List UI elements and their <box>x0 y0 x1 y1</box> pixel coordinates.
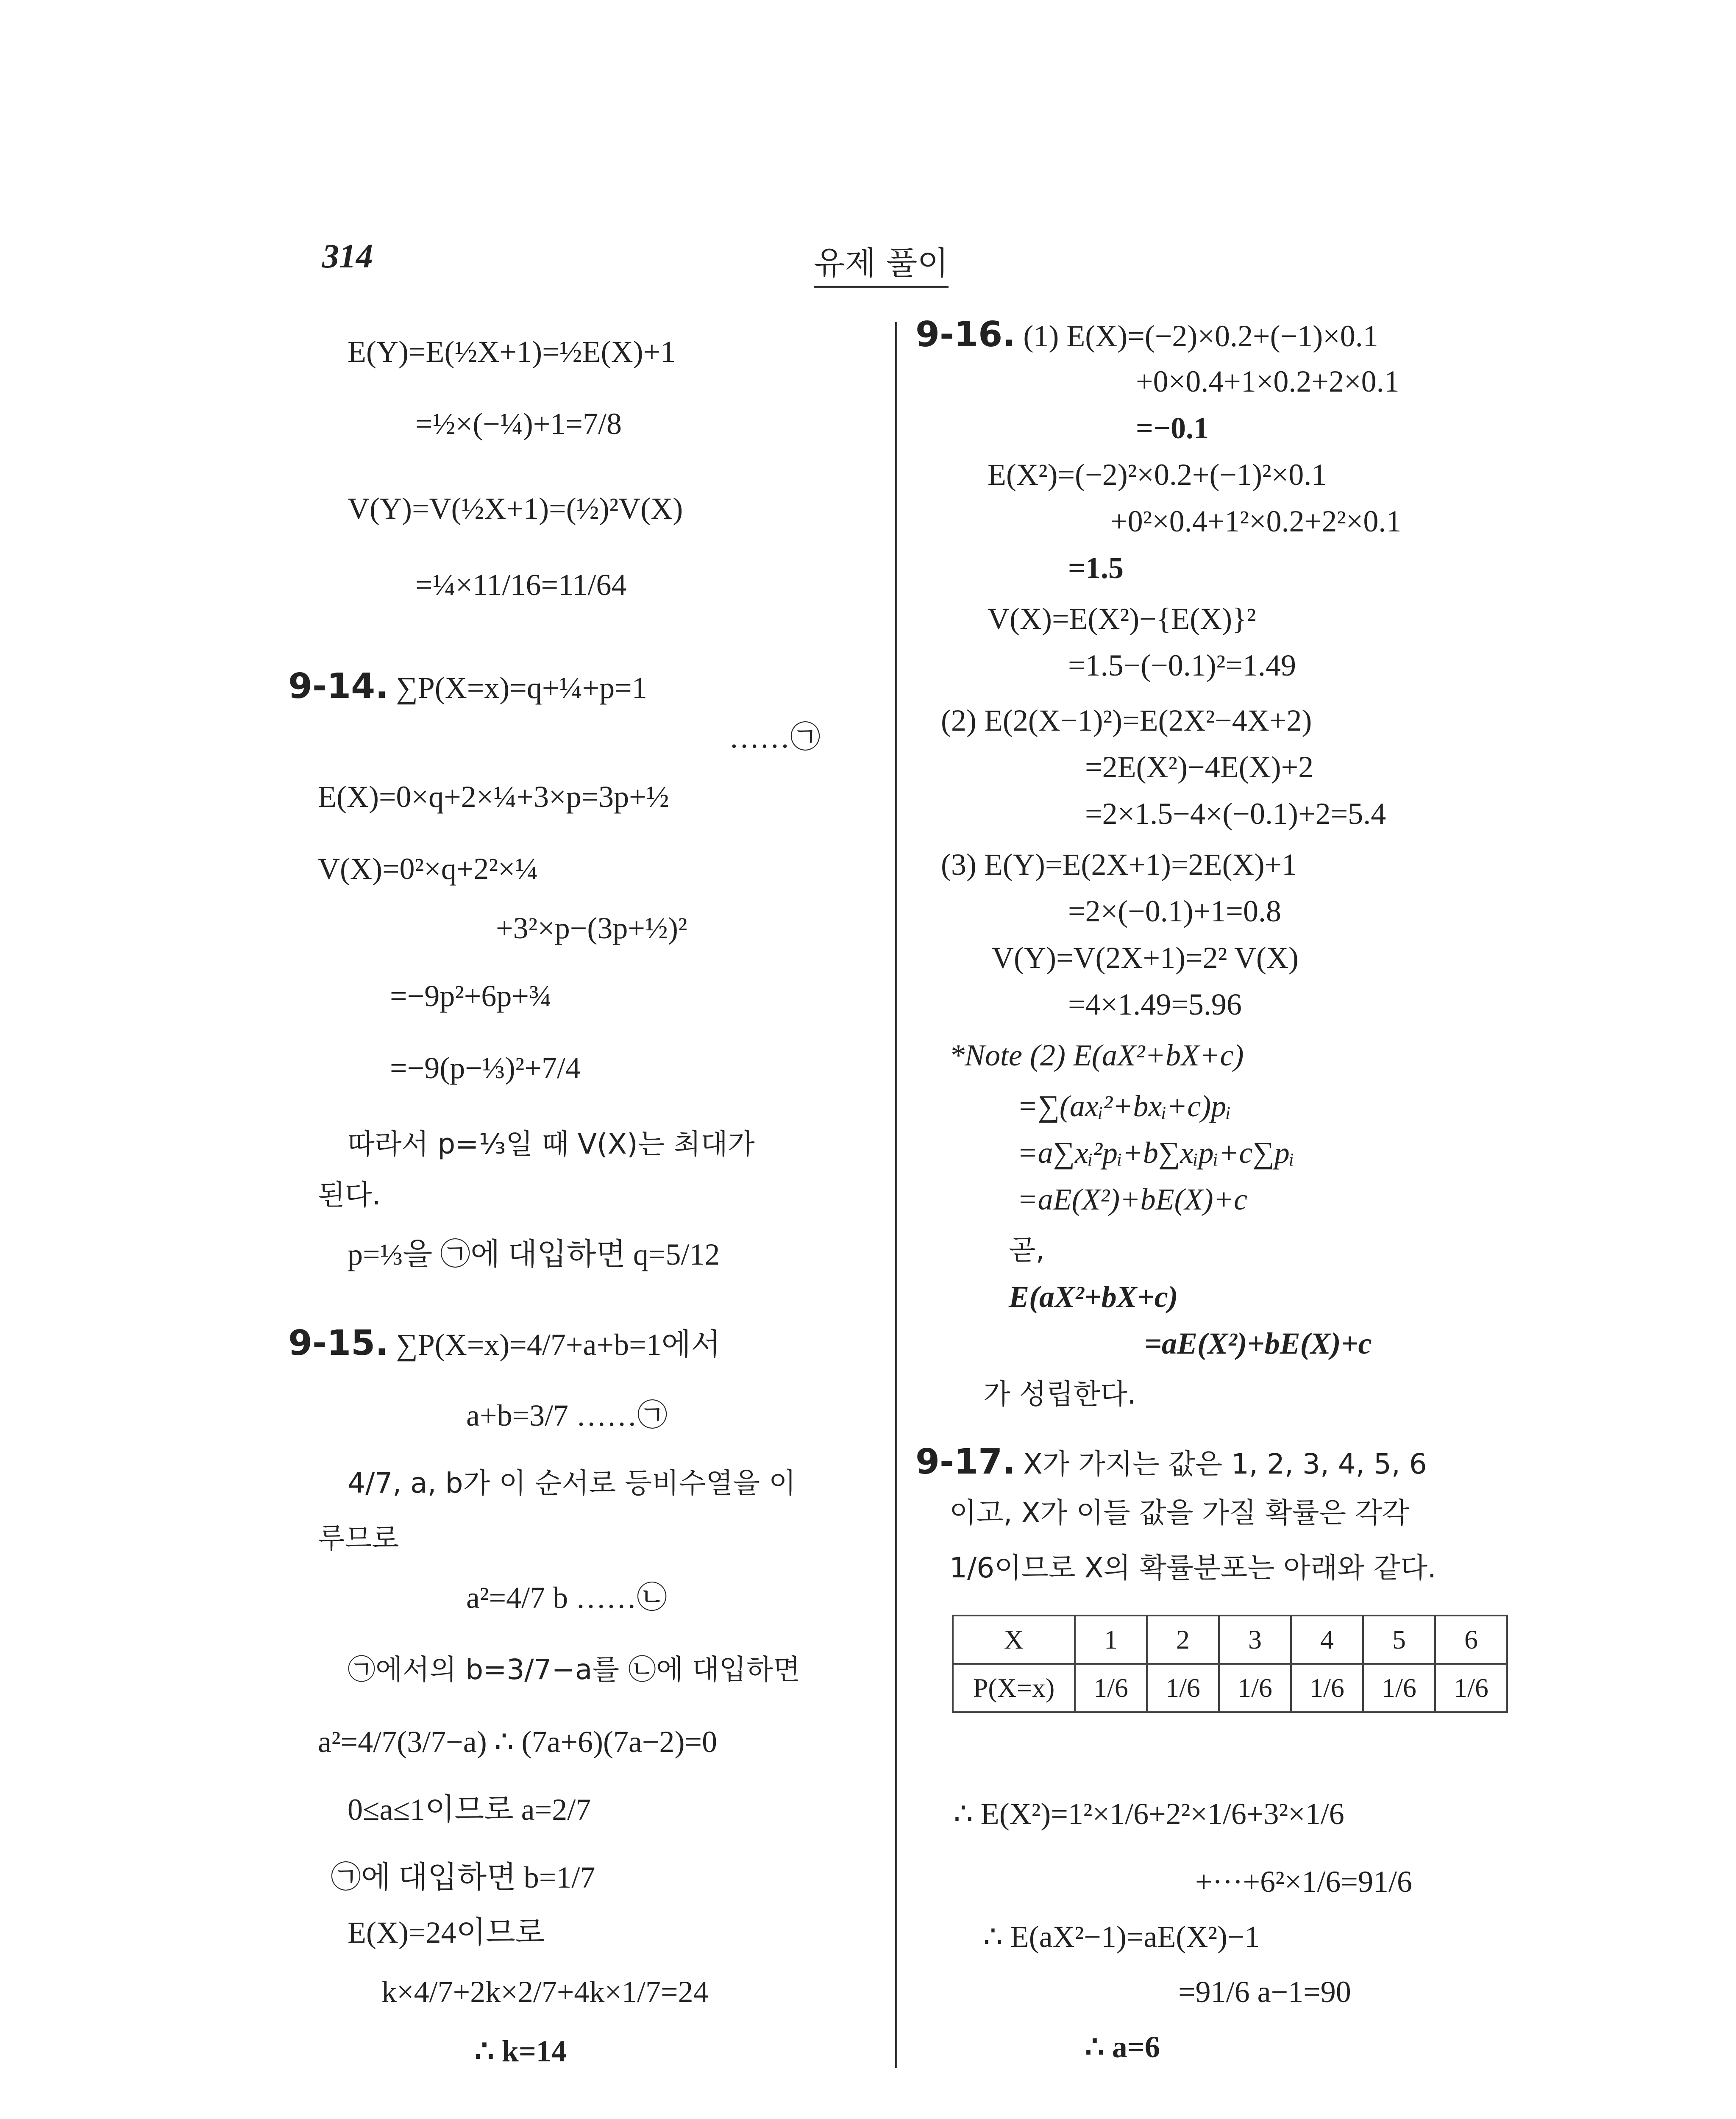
math-line: =−9p²+6p+¾ <box>390 979 552 1013</box>
math-line: =91/6 a−1=90 <box>1178 1975 1351 2009</box>
problem-9-16 <box>915 314 1378 357</box>
table-cell: 1/6 <box>1291 1664 1363 1712</box>
table-row <box>953 1664 1507 1712</box>
problem-9-14 <box>288 665 647 709</box>
table-cell: 1/6 <box>1075 1664 1147 1712</box>
math-line: E(X²)=(−2)²×0.2+(−1)²×0.1 <box>988 458 1327 492</box>
math-line: =¼×11/16=11/64 <box>415 568 627 602</box>
problem-9-17 <box>915 1441 1427 1485</box>
page-number: 314 <box>322 238 373 275</box>
table-cell: 5 <box>1363 1616 1435 1664</box>
math-line: ㉠에 대입하면 b=1/7 <box>331 1860 595 1894</box>
math-line: p=⅓을 ㉠에 대입하면 q=5/12 <box>348 1237 720 1271</box>
probability-distribution-table <box>952 1615 1508 1713</box>
math-line: a+b=3/7 ……㉠ <box>466 1399 668 1432</box>
math-line: ∑P(X=x)=q+¼+p=1 <box>396 671 647 705</box>
math-line: ……㉠ <box>729 720 821 754</box>
text-line: X가 가지는 값은 1, 2, 3, 4, 5, 6 <box>1023 1448 1427 1480</box>
math-line: ∴ E(X²)=1²×1/6+2²×1/6+3²×1/6 <box>954 1797 1344 1831</box>
math-line: =2×1.5−4×(−0.1)+2=5.4 <box>1085 797 1386 831</box>
math-line: =2×(−0.1)+1=0.8 <box>1068 894 1281 928</box>
math-line: +0²×0.4+1²×0.2+2²×0.1 <box>1110 504 1402 538</box>
math-line: k×4/7+2k×2/7+4k×1/7=24 <box>381 1975 709 2009</box>
math-line: V(X)=E(X²)−{E(X)}² <box>988 602 1256 636</box>
text-line: 따라서 p=⅓일 때 V(X)는 최대가 <box>348 1128 755 1160</box>
page-title: 유제 풀이 <box>814 237 949 288</box>
math-line: E(aX²+bX+c) <box>1009 1280 1178 1314</box>
math-line: +···+6²×1/6=91/6 <box>1195 1865 1412 1899</box>
problem-label: 9-16. <box>915 314 1016 355</box>
table-cell: 6 <box>1435 1616 1507 1664</box>
math-line: =−9(p−⅓)²+7/4 <box>390 1051 581 1085</box>
math-line: (1) E(X)=(−2)×0.2+(−1)×0.1 <box>1023 319 1378 353</box>
table-cell: 1 <box>1075 1616 1147 1664</box>
table-cell: 4 <box>1291 1616 1363 1664</box>
math-line: 0≤a≤1이므로 a=2/7 <box>348 1793 591 1827</box>
table-cell: 1/6 <box>1435 1664 1507 1712</box>
math-line: +3²×p−(3p+½)² <box>496 911 687 945</box>
math-line: =a∑xᵢ²pᵢ+b∑xᵢpᵢ+c∑pᵢ <box>1017 1136 1295 1170</box>
column-divider <box>895 322 897 2068</box>
text-line: 된다. <box>318 1179 381 1211</box>
math-line: =4×1.49=5.96 <box>1068 987 1242 1021</box>
math-line: =1.5−(−0.1)²=1.49 <box>1068 648 1296 682</box>
math-line: (2) E(2(X−1)²)=E(2X²−4X+2) <box>941 704 1312 737</box>
math-line: =aE(X²)+bE(X)+c <box>1017 1182 1248 1216</box>
math-line: =½×(−¼)+1=7/8 <box>415 407 622 441</box>
table-cell: P(X=x) <box>953 1664 1075 1712</box>
answer-line: ∴ a=6 <box>1085 2030 1160 2064</box>
math-line: E(Y)=E(½X+1)=½E(X)+1 <box>348 335 676 369</box>
text-line: 1/6이므로 X의 확률분포는 아래와 같다. <box>949 1552 1436 1584</box>
math-line: E(X)=24이므로 <box>348 1916 545 1949</box>
math-line: +0×0.4+1×0.2+2×0.1 <box>1136 364 1399 398</box>
math-line: E(X)=0×q+2×¼+3×p=3p+½ <box>318 780 669 814</box>
math-line: a²=4/7 b ……㉡ <box>466 1581 668 1615</box>
text-line: 루므로 <box>318 1522 399 1554</box>
math-line: V(Y)=V(½X+1)=(½)²V(X) <box>348 492 683 526</box>
text-line: 4/7, a, b가 이 순서로 등비수열을 이 <box>348 1467 796 1499</box>
problem-label: 9-14. <box>288 666 389 706</box>
text-line: 가 성립한다. <box>983 1378 1136 1410</box>
table-cell: X <box>953 1616 1075 1664</box>
table-cell: 1/6 <box>1147 1664 1219 1712</box>
math-line: =−0.1 <box>1136 411 1209 445</box>
table-cell: 2 <box>1147 1616 1219 1664</box>
math-line: V(X)=0²×q+2²×¼ <box>318 852 538 886</box>
text-line: 곧, <box>1009 1234 1045 1266</box>
problem-label: 9-15. <box>288 1323 389 1363</box>
math-line: ∑P(X=x)=4/7+a+b=1에서 <box>396 1328 721 1362</box>
table-cell: 1/6 <box>1363 1664 1435 1712</box>
text-line: ㉠에서의 b=3/7−a를 ㉡에 대입하면 <box>348 1653 800 1686</box>
math-line: a²=4/7(3/7−a) ∴ (7a+6)(7a−2)=0 <box>318 1725 718 1759</box>
math-line: ∴ E(aX²−1)=aE(X²)−1 <box>983 1920 1260 1954</box>
problem-label: 9-17. <box>915 1442 1016 1482</box>
math-line: =aE(X²)+bE(X)+c <box>1144 1326 1372 1360</box>
math-line: =∑(axᵢ²+bxᵢ+c)pᵢ <box>1017 1089 1231 1123</box>
math-line: =2E(X²)−4E(X)+2 <box>1085 750 1314 784</box>
table-cell: 3 <box>1219 1616 1291 1664</box>
answer-line: ∴ k=14 <box>475 2034 567 2068</box>
table-cell: 1/6 <box>1219 1664 1291 1712</box>
math-line: V(Y)=V(2X+1)=2² V(X) <box>992 941 1299 975</box>
table-row <box>953 1616 1507 1664</box>
math-line: (3) E(Y)=E(2X+1)=2E(X)+1 <box>941 848 1297 882</box>
problem-9-15 <box>288 1322 721 1366</box>
text-line: 이고, X가 이들 값을 가질 확률은 각각 <box>949 1496 1409 1529</box>
note-line: *Note (2) E(aX²+bX+c) <box>949 1038 1244 1072</box>
math-line: =1.5 <box>1068 551 1124 585</box>
